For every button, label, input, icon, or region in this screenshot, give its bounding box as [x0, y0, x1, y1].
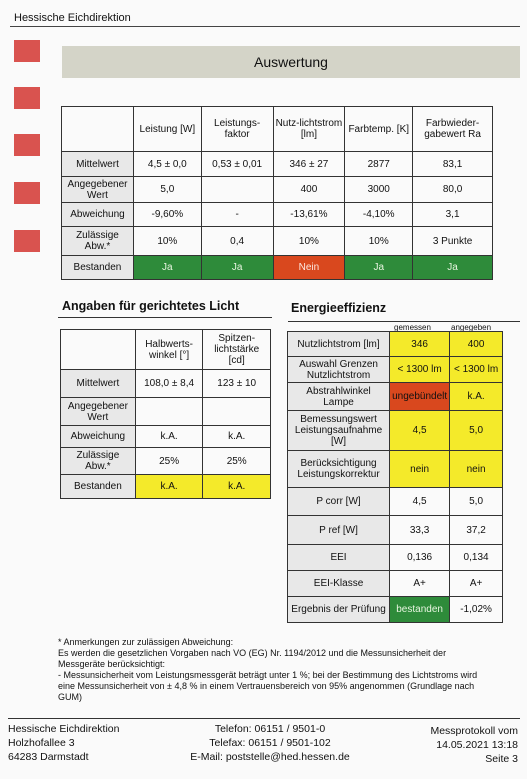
status-cell-fail: Nein — [273, 256, 345, 280]
header-org: Hessische Eichdirektion — [14, 12, 131, 24]
measured-cell: bestanden — [390, 597, 450, 623]
col-stated-label: angegeben — [451, 323, 492, 332]
table-row — [61, 370, 271, 398]
red-marker — [14, 87, 40, 109]
red-marker — [14, 230, 40, 252]
corner-cell — [61, 330, 136, 370]
table-cell: 80,0 — [413, 177, 493, 203]
stated-cell: 5,0 — [450, 488, 503, 516]
status-cell-pass: Ja — [133, 256, 201, 280]
row-label: Angegebener Wert — [62, 177, 134, 203]
table-cell: -4,10% — [345, 203, 413, 227]
row-label: Berücksichtigung Leistungskorrektur — [288, 451, 390, 488]
row-label: Bemessungswert Leistungsaufnahme [W] — [288, 411, 390, 451]
table-row — [61, 426, 271, 448]
table-cell: 0,53 ± 0,01 — [201, 152, 273, 177]
footer-city: 64283 Darmstadt — [8, 751, 89, 763]
table-row — [62, 177, 493, 203]
row-label: Mittelwert — [62, 152, 134, 177]
stated-cell: 5,0 — [450, 411, 503, 451]
directed-light-table — [60, 329, 271, 499]
note-line: GUM) — [58, 692, 82, 702]
table-cell: 10% — [345, 227, 413, 256]
row-label: EEI — [288, 545, 390, 571]
row-label: Mittelwert — [61, 370, 136, 398]
stated-cell: 37,2 — [450, 516, 503, 545]
footer-contact — [170, 722, 370, 764]
table-row — [288, 332, 503, 357]
status-cell-pass: Ja — [413, 256, 493, 280]
table-row — [288, 597, 503, 623]
footer-divider — [8, 718, 520, 719]
table-cell: 123 ± 10 — [203, 370, 271, 398]
footer-email: E-Mail: poststelle@hed.hessen.de — [190, 751, 350, 763]
note-line: * Anmerkungen zur zulässigen Abweichung: — [58, 637, 234, 647]
page-title: Auswertung — [254, 54, 328, 70]
footer-org: Hessische Eichdirektion — [8, 723, 120, 735]
measured-cell: 0,136 — [390, 545, 450, 571]
row-label: Abweichung — [61, 426, 136, 448]
measured-cell: ungebündelt — [390, 383, 450, 411]
table-row — [62, 203, 493, 227]
directed-light-title: Angaben für gerichtetes Licht — [62, 299, 240, 313]
measured-cell: < 1300 lm — [390, 357, 450, 383]
row-label: Angegebener Wert — [61, 398, 136, 426]
row-label: P corr [W] — [288, 488, 390, 516]
table-row — [288, 516, 503, 545]
table-row — [61, 448, 271, 475]
table-cell: 25% — [135, 448, 203, 475]
table-cell: 3000 — [345, 177, 413, 203]
column-header: Spitzen-lichtstärke [cd] — [203, 330, 271, 370]
stated-cell: A+ — [450, 571, 503, 597]
table-cell: k.A. — [203, 426, 271, 448]
footer-fax: Telefax: 06151 / 9501-102 — [209, 737, 331, 749]
row-label: Ergebnis der Prüfung — [288, 597, 390, 623]
evaluation-table — [61, 106, 493, 280]
column-header: Farbwieder-gabewert Ra — [413, 107, 493, 152]
table-cell: -13,61% — [273, 203, 345, 227]
table-cell: 2877 — [345, 152, 413, 177]
footer-page: Seite 3 — [485, 753, 518, 765]
row-label: Abweichung — [62, 203, 134, 227]
col-measured-label: gemessen — [394, 323, 431, 332]
row-label: Zulässige Abw.* — [61, 448, 136, 475]
footer-date: 14.05.2021 13:18 — [436, 739, 518, 751]
section-title-bar — [62, 46, 520, 78]
red-marker — [14, 182, 40, 204]
note-line: Messgeräte berücksichtigt: — [58, 659, 166, 669]
column-header: Leistung [W] — [133, 107, 201, 152]
table-cell: 3,1 — [413, 203, 493, 227]
table-row — [62, 227, 493, 256]
measured-cell: 33,3 — [390, 516, 450, 545]
red-marker — [14, 40, 40, 62]
section-underline — [58, 317, 272, 318]
status-cell-pass: Ja — [201, 256, 273, 280]
measured-cell: 4,5 — [390, 411, 450, 451]
table-cell: -9,60% — [133, 203, 201, 227]
table-row — [61, 398, 271, 426]
stated-cell: < 1300 lm — [450, 357, 503, 383]
note-line: Es werden die gesetzlichen Vorgaben nach VO (EG) Nr. 1194/2012 und die Messunsicherheit der — [58, 648, 447, 658]
row-label: EEI-Klasse — [288, 571, 390, 597]
table-cell: 5,0 — [133, 177, 201, 203]
column-header: Leistungs-faktor — [201, 107, 273, 152]
stated-cell: k.A. — [450, 383, 503, 411]
stated-cell: -1,02% — [450, 597, 503, 623]
notes — [58, 637, 518, 703]
table-cell: 108,0 ± 8,4 — [135, 370, 203, 398]
stated-cell: 0,134 — [450, 545, 503, 571]
table-row — [62, 256, 493, 280]
status-cell-pass: Ja — [345, 256, 413, 280]
table-cell — [201, 177, 273, 203]
table-cell: 83,1 — [413, 152, 493, 177]
table-row — [288, 383, 503, 411]
row-label: Bestanden — [61, 475, 136, 499]
table-row — [62, 152, 493, 177]
note-line: - Messunsicherheit vom Leistungsmessgerät beträgt unter 1 %; bei der Bestimmung des Lichtstroms wird — [58, 670, 478, 680]
table-cell: 10% — [133, 227, 201, 256]
table-cell: - — [201, 203, 273, 227]
measured-cell: 4,5 — [390, 488, 450, 516]
red-marker — [14, 134, 40, 156]
row-label: Nutzlichtstrom [lm] — [288, 332, 390, 357]
table-cell: 3 Punkte — [413, 227, 493, 256]
table-cell: 4,5 ± 0,0 — [133, 152, 201, 177]
measured-cell: nein — [390, 451, 450, 488]
measured-cell: 346 — [390, 332, 450, 357]
note-line: eine Messunsicherheit von ± 4,8 % in einem Vertrauensbereich von 95% angenommen (Grundlage nach — [58, 681, 475, 691]
section-underline — [288, 321, 520, 322]
row-label: Zulässige Abw.* — [62, 227, 134, 256]
status-cell-na: k.A. — [135, 475, 203, 499]
column-header: Farbtemp. [K] — [345, 107, 413, 152]
table-cell — [203, 398, 271, 426]
table-cell: 25% — [203, 448, 271, 475]
row-label: Abstrahlwinkel Lampe — [288, 383, 390, 411]
column-header: Halbwerts-winkel [°] — [135, 330, 203, 370]
footer-address — [8, 722, 119, 764]
table-row — [288, 545, 503, 571]
row-label: Bestanden — [62, 256, 134, 280]
corner-cell — [62, 107, 134, 152]
header-divider — [10, 26, 520, 27]
row-label: P ref [W] — [288, 516, 390, 545]
stated-cell: 400 — [450, 332, 503, 357]
column-header: Nutz-lichtstrom [lm] — [273, 107, 345, 152]
table-row — [288, 451, 503, 488]
table-row — [288, 357, 503, 383]
footer-street: Holzhofallee 3 — [8, 737, 75, 749]
footer-protocol — [400, 724, 518, 766]
measured-cell: A+ — [390, 571, 450, 597]
footer-phone: Telefon: 06151 / 9501-0 — [214, 723, 326, 735]
footer-protocol-label: Messprotokoll vom — [430, 725, 518, 737]
table-cell — [135, 398, 203, 426]
status-cell-na: k.A. — [203, 475, 271, 499]
stated-cell: nein — [450, 451, 503, 488]
table-row — [288, 411, 503, 451]
table-cell: 346 ± 27 — [273, 152, 345, 177]
table-cell: 400 — [273, 177, 345, 203]
table-cell: 10% — [273, 227, 345, 256]
table-cell: k.A. — [135, 426, 203, 448]
table-row — [288, 488, 503, 516]
energy-table — [287, 331, 503, 623]
table-cell: 0,4 — [201, 227, 273, 256]
energy-title: Energieeffizienz — [291, 301, 387, 315]
table-row — [288, 571, 503, 597]
row-label: Auswahl Grenzen Nutzlichtstrom — [288, 357, 390, 383]
table-row — [61, 475, 271, 499]
